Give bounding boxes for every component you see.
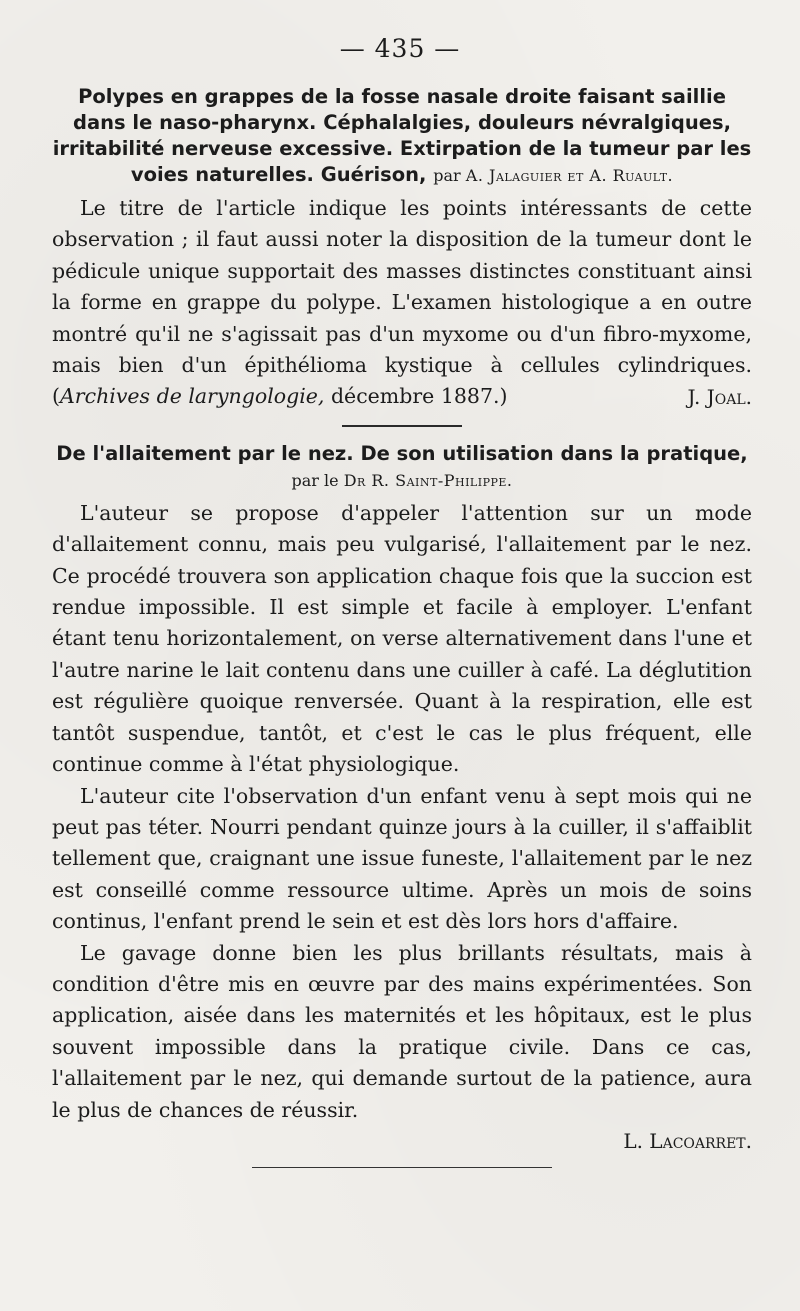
- section-divider: [342, 425, 462, 427]
- article-title: De l'allaitement par le nez. De son utilisation dans la pratique, par le Dr R. Saint-Philippe.: [56, 441, 748, 490]
- article-paragraph: L'auteur cite l'observation d'un enfant venu à sept mois qui ne peut pas téter. Nourri pendant quinze jours à la cuiller, il s'affaiblit tellement que, craignant une issue funeste, l'allaitement par le nez est conseillé comme ressource ultime. Après un mois de soins continus, l'enfant prend le sein et est dès lors hors d'affaire.: [52, 783, 752, 934]
- article-1: [52, 84, 752, 413]
- article-signature: J. Joal.: [687, 384, 752, 409]
- page-number: — 435 —: [339, 34, 461, 63]
- article-authors: Dr R. Saint-Philippe.: [343, 470, 513, 490]
- text-column: [52, 84, 752, 1168]
- article-signature: L. Lacoarret.: [623, 1128, 752, 1153]
- article-paragraph: Le titre de l'article indique les points intéressants de cette observation ; il faut aussi noter la disposition de la tumeur dont le pédicule unique supportait des masses distinctes constituant ainsi la forme en grappe du polype. L'examen histologique a en outre montré qu'il ne s'agissait pas d'un myxome ou d'un fibro-myxome, mais bien d'un épithélioma kystique à cellules cylindriques. (Archives de laryngologie, décembre 1887.): [52, 196, 752, 409]
- article-authors: A. Jalaguier et A. Ruault.: [465, 166, 674, 185]
- citation-journal: Archives de laryngologie,: [60, 384, 325, 409]
- article-2: [52, 441, 752, 1157]
- article-paragraph: L'auteur se propose d'appeler l'attention sur un mode d'allaitement connu, mais peu vulgarisé, l'allaitement par le nez. Ce procédé trouvera son application chaque fois que la succion est rendue impossible. Il est simple et facile à employer. L'enfant étant tenu horizontalement, on verse alternativement dans l'une et l'autre narine le lait contenu dans une cuiller à café. La déglutition est régulière quoique renversée. Quant à la respiration, elle est tantôt suspendue, tantôt, et c'est le cas le plus fréquent, elle continue comme à l'état physiologique.: [52, 500, 752, 777]
- bottom-divider: [252, 1167, 552, 1169]
- article-paragraph: Le gavage donne bien les plus brillants résultats, mais à condition d'être mis en œuvre par des mains expérimentées. Son application, aisée dans les maternités et les hôpitaux, est le plus souvent impossible dans la pratique civile. Dans ce cas, l'allaitement par le nez, qui demande surtout de la patience, aura le plus de chances de réussir.: [52, 940, 752, 1122]
- article-title: Polypes en grappes de la fosse nasale droite faisant saillie dans le naso-pharynx. Céphalalgies, douleurs névralgiques, irritabilité nerveuse excessive. Extirpation de la tumeur par les voies naturelles. Guérison, par A. Jalaguier et A. Ruault.: [52, 85, 752, 186]
